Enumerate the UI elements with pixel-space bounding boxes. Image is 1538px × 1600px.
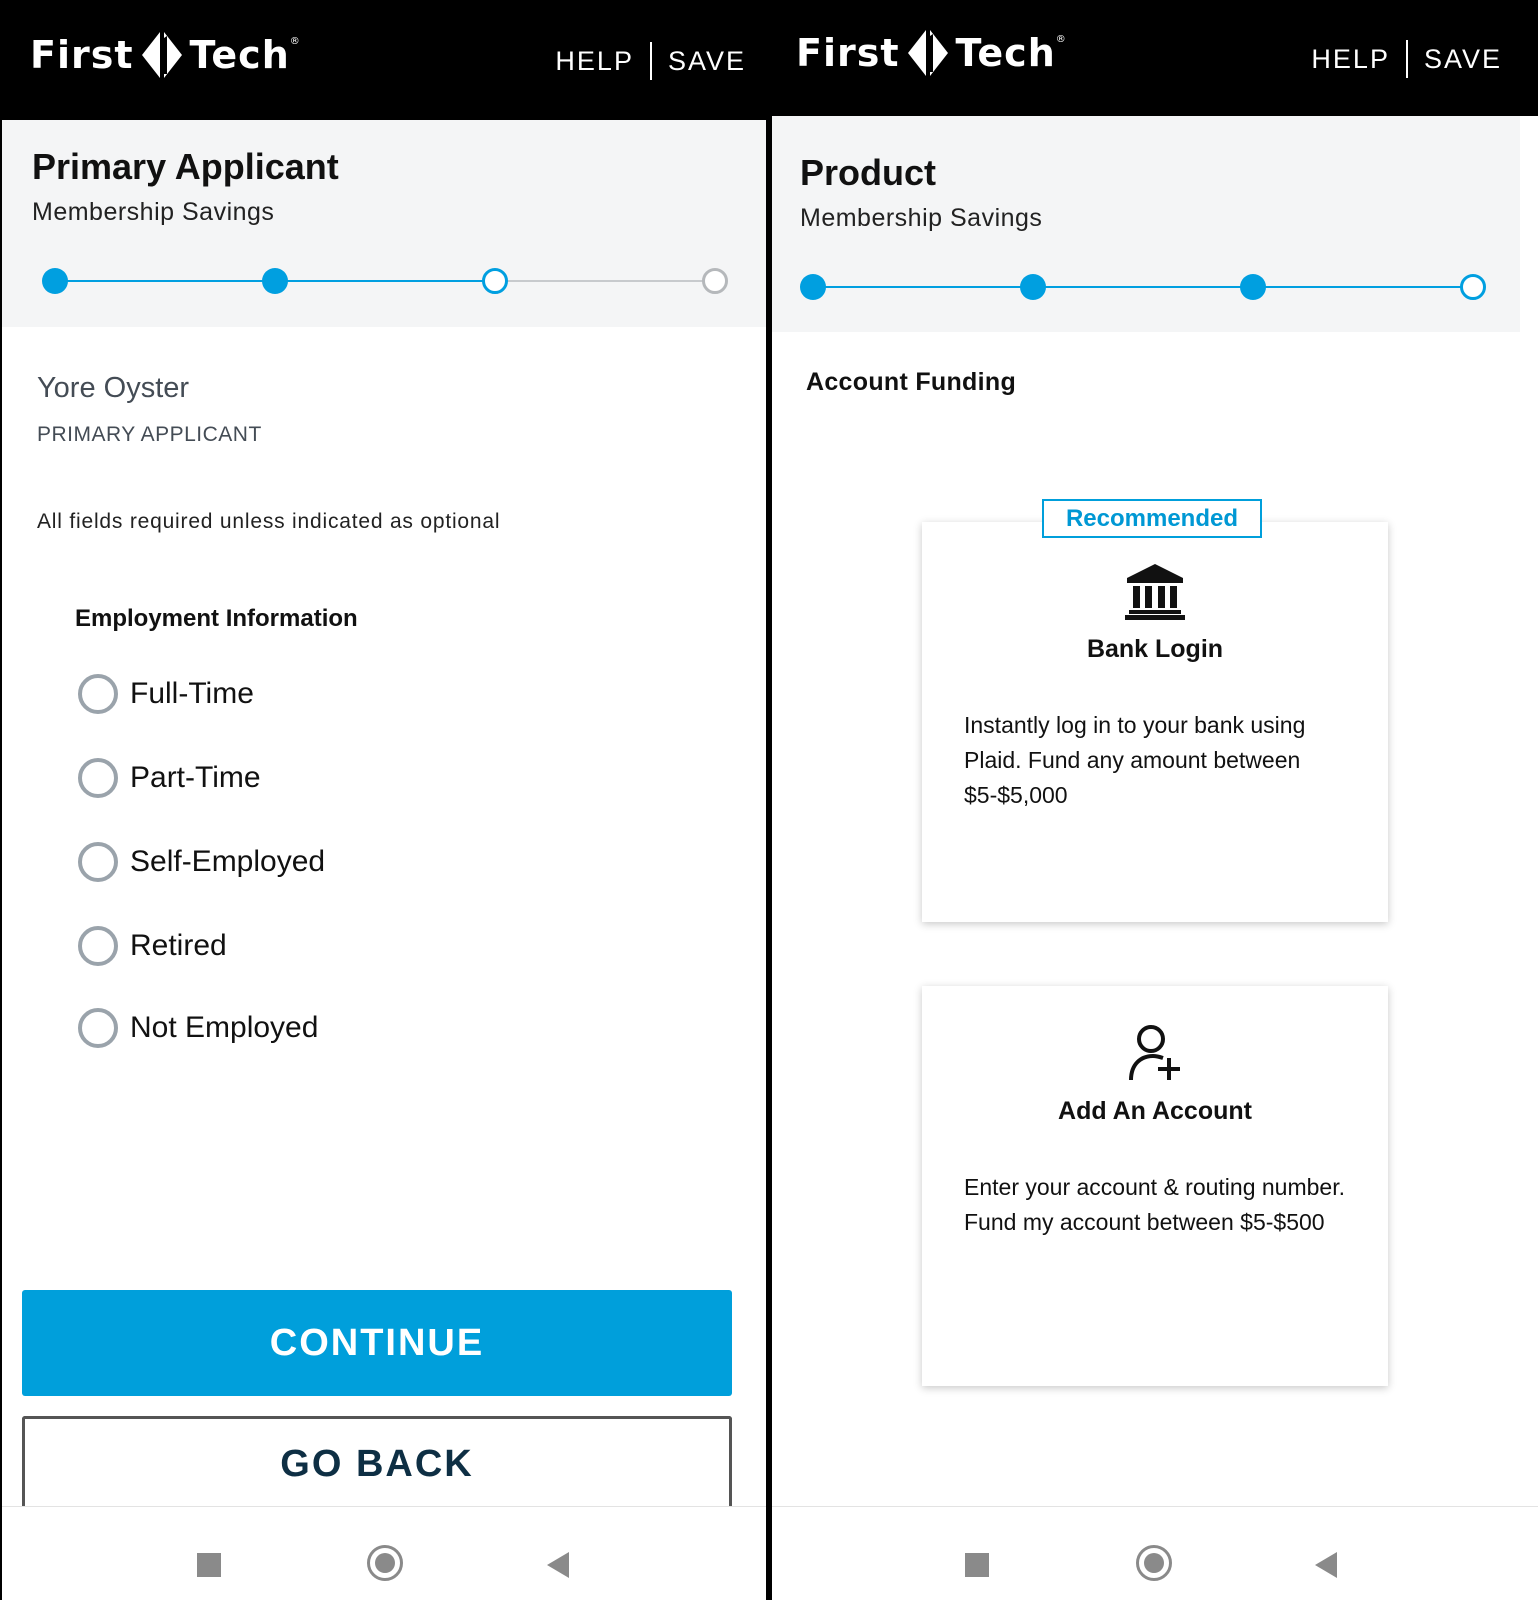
logo-mark-icon (140, 30, 184, 80)
nav-divider (650, 42, 652, 80)
brand-logo[interactable] (30, 30, 301, 80)
top-nav (1311, 40, 1502, 78)
radio-label[interactable]: Not Employed (130, 1011, 319, 1044)
card-description: Instantly log in to your bank using Plaid. Fund any amount between $5-$5,000 (964, 712, 1306, 808)
page-subtitle: Membership Savings (32, 198, 275, 226)
page-title: Primary Applicant (32, 146, 339, 187)
radio-option-self-employed[interactable] (78, 842, 325, 882)
page-title: Product (800, 152, 937, 193)
radio-label[interactable]: Part-Time (130, 761, 261, 794)
step-4 (702, 268, 728, 294)
step-2 (1020, 274, 1046, 300)
radio-label[interactable]: Full-Time (130, 677, 254, 710)
brand-name-tech: Tech (189, 33, 290, 77)
step-line-complete (813, 286, 1473, 288)
save-link[interactable]: SAVE (667, 45, 746, 76)
home-icon[interactable] (367, 1545, 403, 1581)
progress-stepper (42, 266, 722, 296)
step-3 (482, 268, 508, 294)
step-3 (1240, 274, 1266, 300)
system-nav-bar (2, 1506, 766, 1600)
system-nav-bar (772, 1506, 1538, 1600)
card-description: Enter your account & routing number. Fund my account between $5-$500 (964, 1174, 1345, 1235)
card-title: Add An Account (1058, 1097, 1252, 1125)
brand-name-first: First (796, 31, 900, 75)
save-link[interactable]: SAVE (1423, 43, 1502, 74)
top-bar (772, 0, 1538, 116)
card-title: Bank Login (1086, 635, 1224, 663)
radio-option-not-employed[interactable] (78, 1008, 318, 1048)
back-icon[interactable] (1315, 1552, 1337, 1578)
radio-option-retired[interactable] (78, 926, 227, 966)
recommended-badge: Recommended (1042, 499, 1262, 538)
page-subtitle: Membership Savings (800, 204, 1043, 232)
continue-button[interactable]: CONTINUE (22, 1290, 732, 1396)
back-icon[interactable] (547, 1552, 569, 1578)
left-screen (2, 0, 766, 1600)
brand-name-first: First (30, 33, 134, 77)
top-bar (2, 0, 766, 120)
step-1 (42, 268, 68, 294)
page-header (772, 116, 1520, 332)
page-header (2, 120, 766, 327)
applicant-role: PRIMARY APPLICANT (37, 423, 262, 446)
applicant-name: Yore Oyster (37, 372, 190, 404)
radio-label[interactable]: Retired (130, 929, 227, 962)
bank-icon (1125, 562, 1185, 625)
step-4 (1460, 274, 1486, 300)
radio-label[interactable]: Self-Employed (130, 845, 326, 878)
registered-mark: ® (289, 35, 301, 47)
registered-mark: ® (1055, 33, 1067, 45)
employment-heading: Employment Information (75, 605, 358, 632)
step-1 (800, 274, 826, 300)
radio-option-part-time[interactable] (78, 758, 261, 798)
add-user-icon (1127, 1024, 1183, 1087)
logo-mark-icon (906, 28, 950, 78)
help-link[interactable]: HELP (1311, 43, 1390, 74)
brand-logo[interactable] (796, 28, 1067, 78)
nav-divider (1406, 40, 1408, 78)
progress-stepper (800, 272, 1490, 302)
account-funding-heading: Account Funding (806, 368, 1017, 396)
radio-button[interactable] (78, 926, 118, 966)
required-fields-note: All fields required unless indicated as optional (37, 510, 501, 533)
go-back-button[interactable]: GO BACK (22, 1416, 732, 1526)
add-account-card[interactable] (922, 986, 1388, 1386)
help-link[interactable]: HELP (555, 45, 634, 76)
right-screen (772, 0, 1538, 1600)
step-2 (262, 268, 288, 294)
radio-option-full-time[interactable] (78, 674, 254, 714)
brand-name-tech: Tech (955, 31, 1056, 75)
step-line-remaining (495, 280, 710, 282)
radio-button[interactable] (78, 674, 118, 714)
recents-icon[interactable] (965, 1553, 989, 1577)
home-icon[interactable] (1136, 1545, 1172, 1581)
radio-button[interactable] (78, 842, 118, 882)
top-nav (555, 42, 746, 80)
bank-login-card[interactable] (922, 522, 1388, 922)
radio-button[interactable] (78, 1008, 118, 1048)
radio-button[interactable] (78, 758, 118, 798)
recents-icon[interactable] (197, 1553, 221, 1577)
